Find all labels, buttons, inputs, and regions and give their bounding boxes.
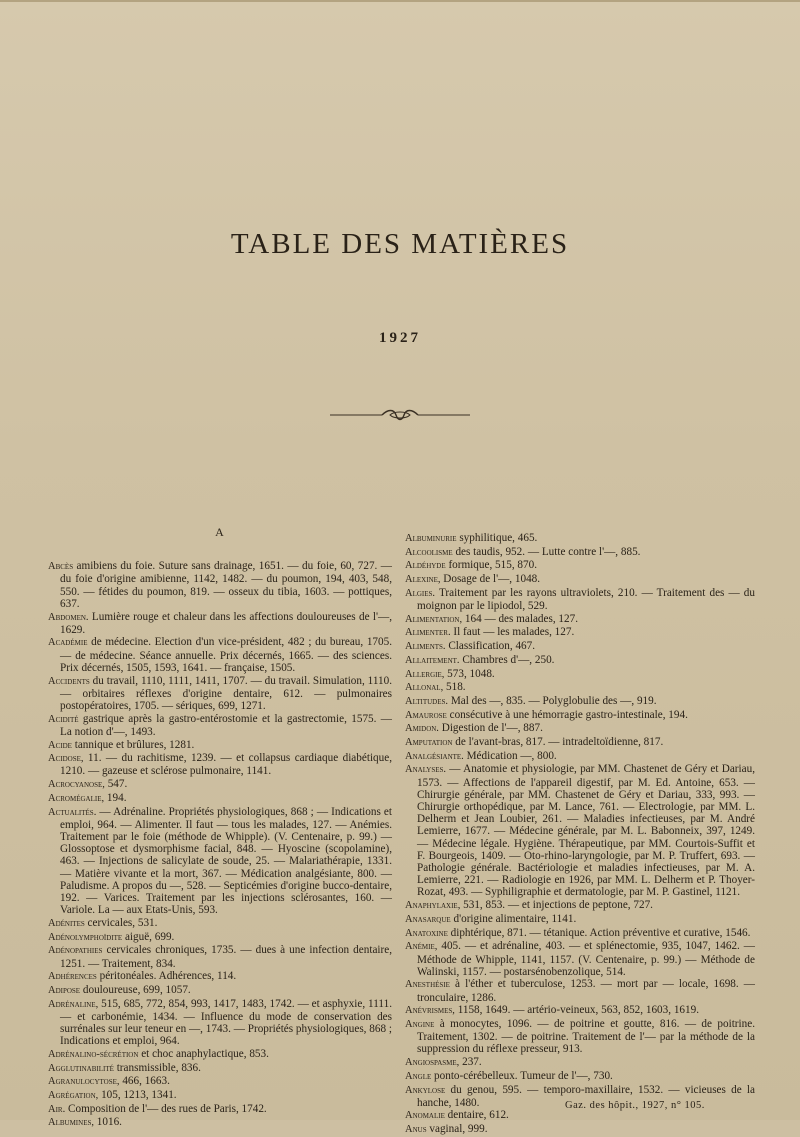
- entry-headword: Alimenter.: [405, 627, 451, 639]
- index-entry: [48, 611, 392, 636]
- index-entry: [48, 792, 392, 805]
- index-entry: [48, 970, 392, 983]
- index-entry: [405, 763, 755, 898]
- entry-text: gastrique après la gastro-entérostomie et la gastrectomie, 1575. — La notion d'—, 1493.: [60, 712, 392, 738]
- index-entry: [48, 984, 392, 997]
- entry-headword: Acidité: [48, 713, 79, 725]
- entry-headword: Alcoolisme: [405, 546, 453, 558]
- index-entry: [48, 944, 392, 969]
- entry-text: ponto-cérébelleux. Tumeur de l'—, 730.: [431, 1069, 613, 1082]
- index-entry: [48, 998, 392, 1048]
- index-entry: [48, 713, 392, 738]
- entry-list-left: [48, 560, 392, 1129]
- entry-headword: Académie: [48, 637, 88, 649]
- entry-text: formique, 515, 870.: [445, 559, 537, 572]
- page-top-edge: [0, 0, 800, 2]
- entry-headword: Altitudes.: [405, 695, 449, 707]
- entry-headword: Anatoxine: [405, 927, 448, 939]
- entry-headword: Adénites: [48, 917, 85, 929]
- year-heading: 1927: [379, 330, 421, 346]
- entry-headword: Allergie,: [405, 668, 445, 680]
- entry-text: Dosage de l'—, 1048.: [440, 573, 541, 586]
- entry-text: 515, 685, 772, 854, 993, 1417, 1483, 1742. — et asphyxie, 1111. — et carbonémie, 1434. — Influence du mode de conservation des surrénales sur leur teneur en —, 1743. — Propriétés physiologiques, 868 ; Indications et emploi, 964.: [60, 997, 392, 1048]
- entry-headword: Angle: [405, 1070, 432, 1082]
- index-entry: [48, 1075, 392, 1088]
- entry-text: des taudis, 952. — Lutte contre l'—, 885.: [452, 545, 641, 558]
- index-entry: [48, 1089, 392, 1102]
- entry-headword: Acromégalie,: [48, 792, 105, 804]
- entry-text: amibiens du foie. Suture sans drainage, 1651. — du foie, 60, 727. — du foie d'origine amibienne, 1142, 1482. — du poumon, 194, 403, 548, 550. — fétides du poumon, 819. — osseux du tibia, 1603. — pottiques, 637.: [60, 560, 392, 610]
- index-entry: [48, 778, 392, 791]
- entry-text: Médication —, 800.: [463, 749, 557, 762]
- entry-text: Chambres d'—, 250.: [459, 653, 555, 666]
- index-entry: [48, 752, 392, 777]
- index-entry: [405, 978, 755, 1003]
- entry-headword: Agglutinabilité: [48, 1062, 114, 1074]
- index-column-right: [405, 532, 755, 1137]
- index-entry: [405, 546, 755, 559]
- entry-text: 531, 853. — et injections de peptone, 727.: [460, 899, 653, 912]
- entry-headword: Angiospasme,: [405, 1057, 460, 1069]
- index-entry: [405, 1109, 755, 1122]
- entry-text: dentaire, 612.: [444, 1109, 509, 1122]
- index-entry: [48, 917, 392, 930]
- entry-headword: Angine: [405, 1019, 435, 1031]
- index-entry: [405, 573, 755, 586]
- entry-headword: Adénopathies: [48, 945, 103, 957]
- index-entry: [405, 613, 755, 626]
- index-entry: [405, 750, 755, 763]
- entry-text: à l'éther et tuberculose, 1253. — mort par — locale, 1698. — tronculaire, 1286.: [417, 978, 755, 1004]
- index-entry: [48, 560, 392, 610]
- entry-headword: Aldéhyde: [405, 560, 446, 572]
- entry-text: du genou, 595. — temporo-maxillaire, 1532. — vicieuses de la hanche, 1480.: [417, 1083, 755, 1109]
- entry-text: 466, 1663.: [119, 1075, 170, 1088]
- entry-text: 11. — du rachitisme, 1239. — et collapsus cardiaque diabétique, 1210. — gazeuse et sclérose pulmonaire, 1141.: [60, 752, 392, 778]
- entry-text: 547.: [104, 778, 128, 791]
- entry-headword: Aliments.: [405, 641, 446, 653]
- index-entry: [405, 899, 755, 912]
- entry-headword: Adénolymphoïdite: [48, 931, 123, 943]
- entry-text: Composition de l'— des rues de Paris, 1742.: [65, 1102, 267, 1115]
- entry-text: d'origine alimentaire, 1141.: [450, 912, 577, 925]
- index-entry: [405, 668, 755, 681]
- entry-text: du travail, 1110, 1111, 1411, 1707. — du travail. Simulation, 1110. — orbitaires réflexes d'origine dentaire, 612. — pulmonaires postopératoires, 1705. — sériques, 699, 1271.: [60, 674, 392, 712]
- entry-text: 194.: [104, 791, 127, 804]
- entry-headword: Abcès: [48, 561, 74, 573]
- entry-text: Il faut — les malades, 127.: [450, 626, 575, 639]
- entry-list-right: [405, 532, 755, 1136]
- entry-headword: Amputation: [405, 737, 453, 749]
- entry-headword: Agrégation,: [48, 1090, 99, 1102]
- entry-headword: Algies.: [405, 587, 436, 599]
- page-title: TABLE DES MATIÈRES: [230, 228, 570, 260]
- entry-headword: Analyses.: [405, 764, 447, 776]
- entry-text: douloureuse, 699, 1057.: [80, 983, 191, 996]
- entry-text: Mal des —, 835. — Polyglobulie des —, 919.: [448, 694, 657, 707]
- entry-headword: Adipose: [48, 984, 81, 996]
- entry-text: cervicales, 531.: [84, 916, 158, 929]
- index-entry: [405, 640, 755, 653]
- entry-headword: Adhérences: [48, 971, 97, 983]
- entry-text: 518.: [443, 681, 466, 694]
- entry-text: 573, 1048.: [444, 667, 495, 680]
- entry-text: 1158, 1649. — artério-veineux, 563, 852, 1603, 1619.: [454, 1004, 700, 1017]
- entry-text: de médecine. Election d'un vice-président, 482 ; du bureau, 1705. — de médecine. Séance annuelle. Prix décernés, 1665. — des sciences. Prix décernés, 1505, 1593, 1641. — française, 1505.: [60, 636, 392, 674]
- entry-headword: Adrénaline,: [48, 998, 99, 1010]
- index-entry: [405, 532, 755, 545]
- index-entry: [405, 940, 755, 978]
- entry-headword: Ankylose: [405, 1084, 446, 1096]
- entry-headword: Accidents: [48, 675, 90, 687]
- entry-text: aiguë, 699.: [122, 930, 175, 943]
- index-entry: [405, 559, 755, 572]
- entry-headword: Acide: [48, 739, 72, 751]
- entry-text: 405. — et adrénaline, 403. — et splénectomie, 935, 1047, 1462. — Méthode de Whipple, 1141, 1157. (V. Centenaire, p. 99.) — Méthode de Walinski, 1157. — postarsénobenzolique, 514.: [417, 940, 755, 978]
- index-entry: [405, 626, 755, 639]
- entry-headword: Anévrismes,: [405, 1005, 455, 1017]
- index-entry: [48, 1062, 392, 1075]
- index-entry: [405, 1004, 755, 1017]
- entry-headword: Anaphylaxie,: [405, 900, 461, 912]
- entry-headword: Alexine,: [405, 574, 441, 586]
- entry-headword: Amaurose: [405, 709, 447, 721]
- entry-headword: Actualités.: [48, 806, 97, 818]
- index-entry: [48, 739, 392, 752]
- entry-headword: Acrocyanose,: [48, 779, 105, 791]
- index-entry: [405, 587, 755, 612]
- entry-headword: Anasarque: [405, 913, 451, 925]
- entry-text: cervicales chroniques, 1735. — dues à une infection dentaire, 1251. — Traitement, 834.: [60, 944, 392, 970]
- index-entry: [405, 709, 755, 722]
- entry-text: tannique et brûlures, 1281.: [71, 738, 195, 751]
- entry-text: vaginal, 999.: [426, 1123, 488, 1136]
- entry-text: diphtérique, 871. — tétanique. Action préventive et curative, 1546.: [447, 926, 751, 939]
- index-entry: [405, 1123, 755, 1136]
- index-entry: [48, 931, 392, 944]
- index-entry: [405, 1018, 755, 1056]
- index-entry: [405, 736, 755, 749]
- index-entry: [405, 681, 755, 694]
- entry-headword: Alimentation,: [405, 613, 463, 625]
- entry-headword: Analgésiante.: [405, 750, 464, 762]
- entry-headword: Anus: [405, 1124, 427, 1136]
- entry-text: — Adrénaline. Propriétés physiologiques, 868 ; — Indications et emploi, 964. — Alimenter. Il faut — tous les malades, 127. — Anémies. Traitement par le foie (méthode de Whipple). (V. Centenaire, p. 99.) — Glossoptose et dysmorphisme facial, 848. — Hyoscine (scopolamine), 463. — Injections de salicylate de soude, 25. — Malariathérapie, 1331. — Matière vivante et la mort, 367. — Médication analgésiante, 800. — Paludisme. A propos du —, 528. — Septicémies d'origine bucco-dentaire, 192. — Varices. Traitement par les injections sclérosantes, 160. — Variole. La — aux Etats-Unis, 593.: [60, 805, 392, 917]
- section-letter: A: [215, 525, 225, 539]
- entry-text: et choc anaphylactique, 853.: [138, 1047, 269, 1060]
- index-entry: [48, 1103, 392, 1116]
- index-entry: [405, 654, 755, 667]
- entry-headword: Air.: [48, 1103, 66, 1115]
- entry-text: 237.: [459, 1056, 482, 1069]
- entry-text: à monocytes, 1096. — de poitrine et goutte, 816. — de poitrine. Traitement, 1302. — de poitrine. Traitement de l'— par la méthode de la suppression du réflexe presseur, 913.: [417, 1018, 755, 1056]
- entry-text: Lumière rouge et chaleur dans les affections douloureuses de l'—, 1629.: [60, 610, 392, 636]
- entry-headword: Adrénalino-sécrétion: [48, 1048, 139, 1060]
- index-entry: [48, 636, 392, 674]
- entry-text: syphilitique, 465.: [456, 532, 538, 544]
- index-column-left: [48, 526, 392, 1130]
- entry-text: Digestion de l'—, 887.: [438, 722, 543, 735]
- index-entry: [48, 675, 392, 713]
- index-entry: [405, 695, 755, 708]
- entry-headword: Anémie,: [405, 941, 438, 953]
- entry-text: consécutive à une hémorragie gastro-intestinale, 194.: [446, 708, 688, 721]
- index-entry: [48, 806, 392, 917]
- index-entry: [405, 913, 755, 926]
- index-entry: [405, 1056, 755, 1069]
- entry-headword: Anesthésie: [405, 979, 450, 991]
- index-entry: [405, 1070, 755, 1083]
- entry-text: 1016.: [94, 1116, 122, 1129]
- ornament-divider: [330, 405, 470, 425]
- entry-text: Classification, 467.: [445, 640, 536, 653]
- entry-headword: Albuminurie: [405, 533, 457, 544]
- entry-text: — Anatomie et physiologie, par MM. Chastenet de Géry et Dariau, 1573. — Affections de l'appareil digestif, par M. Ed. Antoine, 653. — Chirurgie générale, par MM. Chastenet de Géry et Dariau, 333, 993. — Chirurgie orthopédique, par M. Lance, 761. — Electrologie, par MM. L. Delherm et Jean Loubier, 261. — Maladies infectieuses, par M. André Lemierre, 1677. — Médecine générale, par M. L. Babonneix, 397, 1249. — Médecine légale. Hygiène. Thérapeutique, par MM. Courtois-Suffit et F. Bourgeois, 1409. — Oto-rhino-laryngologie, par M. P. Truffert, 693. — Pathologie générale. Bactériologie et maladies infectieuses, par M. A. Lemierre, 221. — Radiologie en 1926, par MM. L. Delherm et P. Thoyer-Rozat, 493. — Syphiligraphie et dermatologie, par M. P. Gastinel, 1121.: [417, 763, 755, 899]
- index-entry: [405, 722, 755, 735]
- entry-text: 105, 1213, 1341.: [98, 1089, 177, 1102]
- entry-headword: Abdomen.: [48, 611, 89, 623]
- entry-text: péritonéales. Adhérences, 114.: [96, 970, 237, 983]
- entry-headword: Albumines,: [48, 1117, 94, 1129]
- entry-headword: Acidose,: [48, 753, 84, 765]
- entry-headword: Agranulocytose,: [48, 1076, 120, 1088]
- index-entry: [405, 927, 755, 940]
- entry-headword: Anomalie: [405, 1110, 445, 1122]
- index-entry: [48, 1116, 392, 1129]
- entry-headword: Amidon.: [405, 723, 439, 735]
- entry-text: Traitement par les rayons ultraviolets, 210. — Traitement des — du moignon par le lipiodol, 529.: [417, 586, 755, 613]
- entry-headword: Allaitement.: [405, 654, 460, 666]
- index-entry: [48, 1048, 392, 1061]
- entry-text: de l'avant-bras, 817. — intradeltoïdienne, 817.: [452, 736, 664, 749]
- entry-text: transmissible, 836.: [113, 1061, 201, 1074]
- page-footer: Gaz. des hôpit., 1927, n° 105.: [565, 1100, 705, 1111]
- entry-headword: Allonal,: [405, 682, 444, 694]
- entry-text: 164 — des malades, 127.: [462, 612, 578, 625]
